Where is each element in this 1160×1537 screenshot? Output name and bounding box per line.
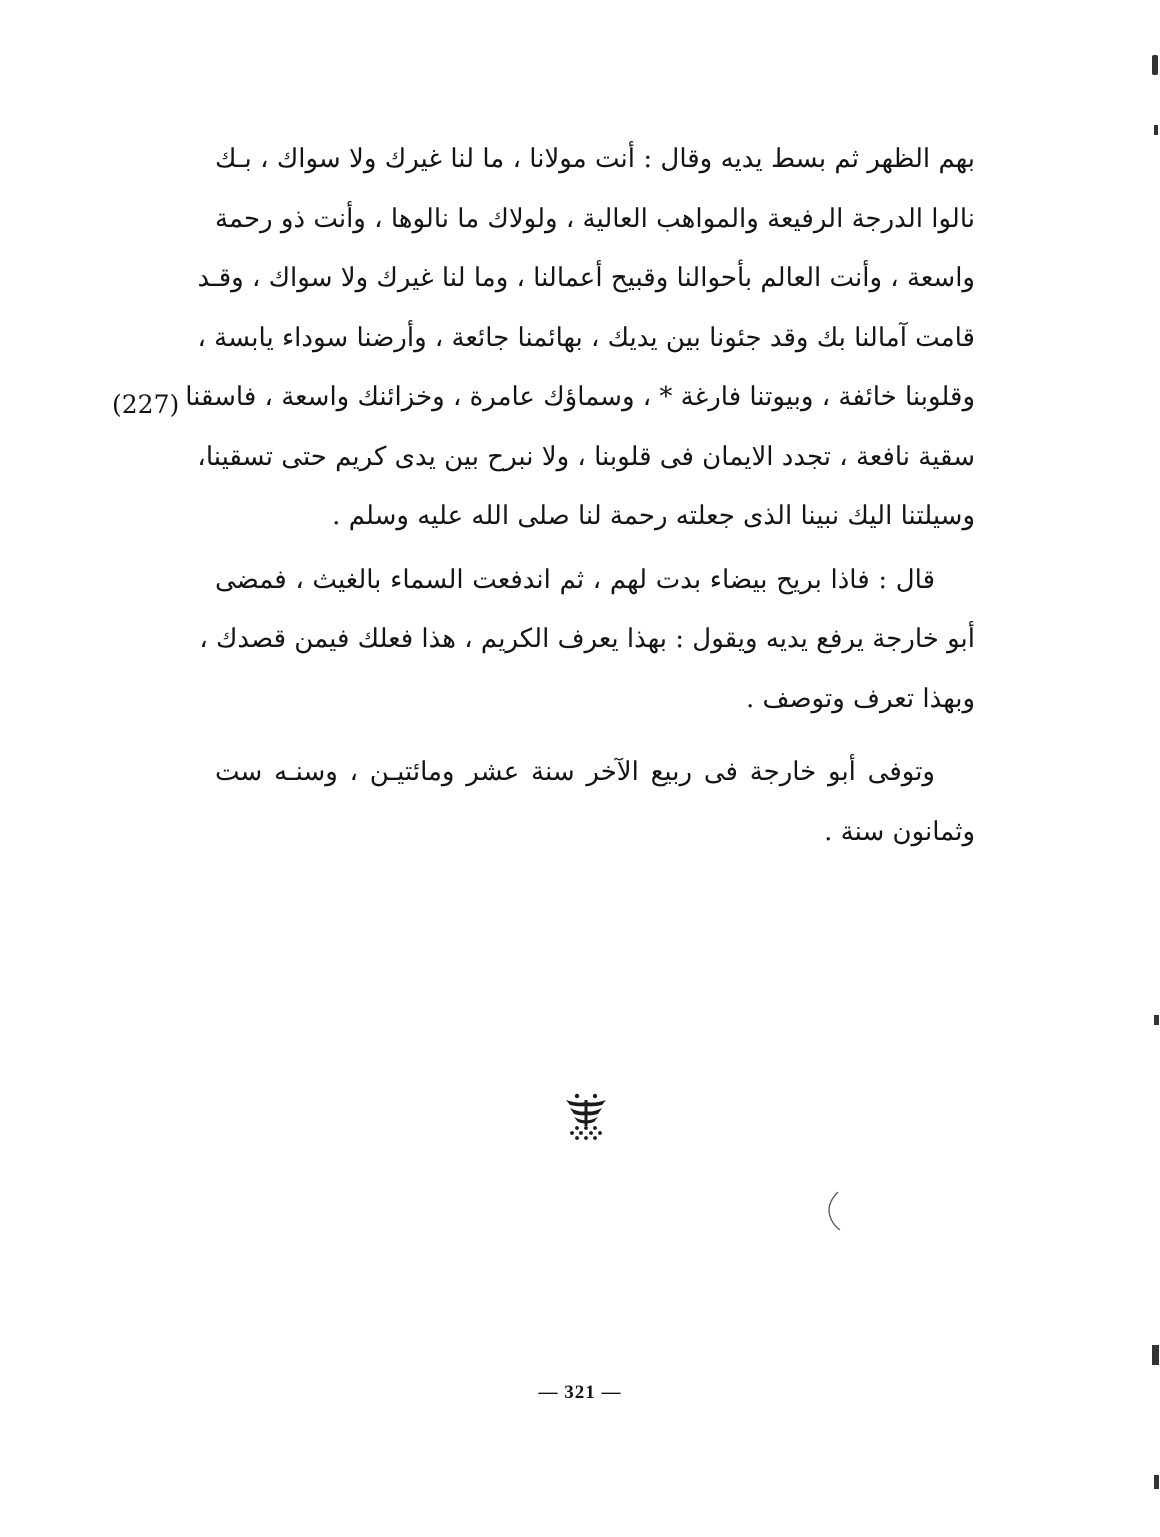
paragraph [215, 743, 975, 803]
scan-artifact-stroke [822, 1190, 842, 1232]
text-line: وثمانون سنة . [824, 816, 975, 847]
text-line: وتوفى أبو خارجة فى ربيع الآخر سنة عشر ومائتيـن ، وسنـه ست [215, 757, 935, 787]
scan-edge-mark [1154, 125, 1158, 135]
text-line: وبهذا تعرف وتوصف . [746, 683, 975, 714]
text-line: وسيلتنا اليك نبينا الذى جعلته رحمة لنا صلى الله عليه وسلم . [332, 501, 975, 531]
text-line: قامت آمالنا بك وقد جئونا بين يديك ، بهائمنا جائعة ، وأرضنا سوداء يابسة ، [197, 322, 975, 353]
text-line: بهم الظهر ثم بسط يديه وقال : أنت مولانا ، ما لنا غيرك ولا سواك ، بـك [215, 144, 975, 174]
text-line: وقلوبنا خائفة ، وبيوتنا فارغة * ، وسماؤك عامرة ، وخزائنك واسعة ، فاسقنا [185, 382, 975, 412]
body-text [185, 130, 975, 862]
text-line: قال : فاذا بريح بيضاء بدت لهم ، ثم اندفعت السماء بالغيث ، فمضى [215, 564, 935, 595]
scan-edge-mark [1152, 1345, 1159, 1365]
margin-reference: (227) [112, 390, 180, 419]
scan-edge-mark [1152, 55, 1158, 75]
scan-edge-mark [1154, 1015, 1159, 1025]
paragraph [215, 551, 975, 611]
text-line: نالوا الدرجة الرفيعة والمواهب العالية ، ولولاك ما نالوها ، وأنت ذو رحمة [215, 203, 975, 234]
paragraph-continued [199, 610, 975, 729]
text-line: أبو خارجة يرفع يديه ويقول : بهذا يعرف الكريم ، هذا فعلك فيمن قصدك ، [199, 624, 975, 654]
paragraph-continued [215, 803, 975, 863]
text-line: سقية نافعة ، تجدد الايمان فى قلوبنا ، ولا نبرح بين يدى كريم حتى تسقينا، [197, 441, 975, 472]
paragraph [185, 130, 975, 547]
scan-edge-mark [1154, 1475, 1159, 1489]
page-number: — 321 — [538, 1382, 622, 1403]
text-line: واسعة ، وأنت العالم بأحوالنا وقبيح أعمالنا ، وما لنا غيرك ولا سواك ، وقـد [197, 263, 975, 293]
ornament-icon [560, 1090, 612, 1142]
